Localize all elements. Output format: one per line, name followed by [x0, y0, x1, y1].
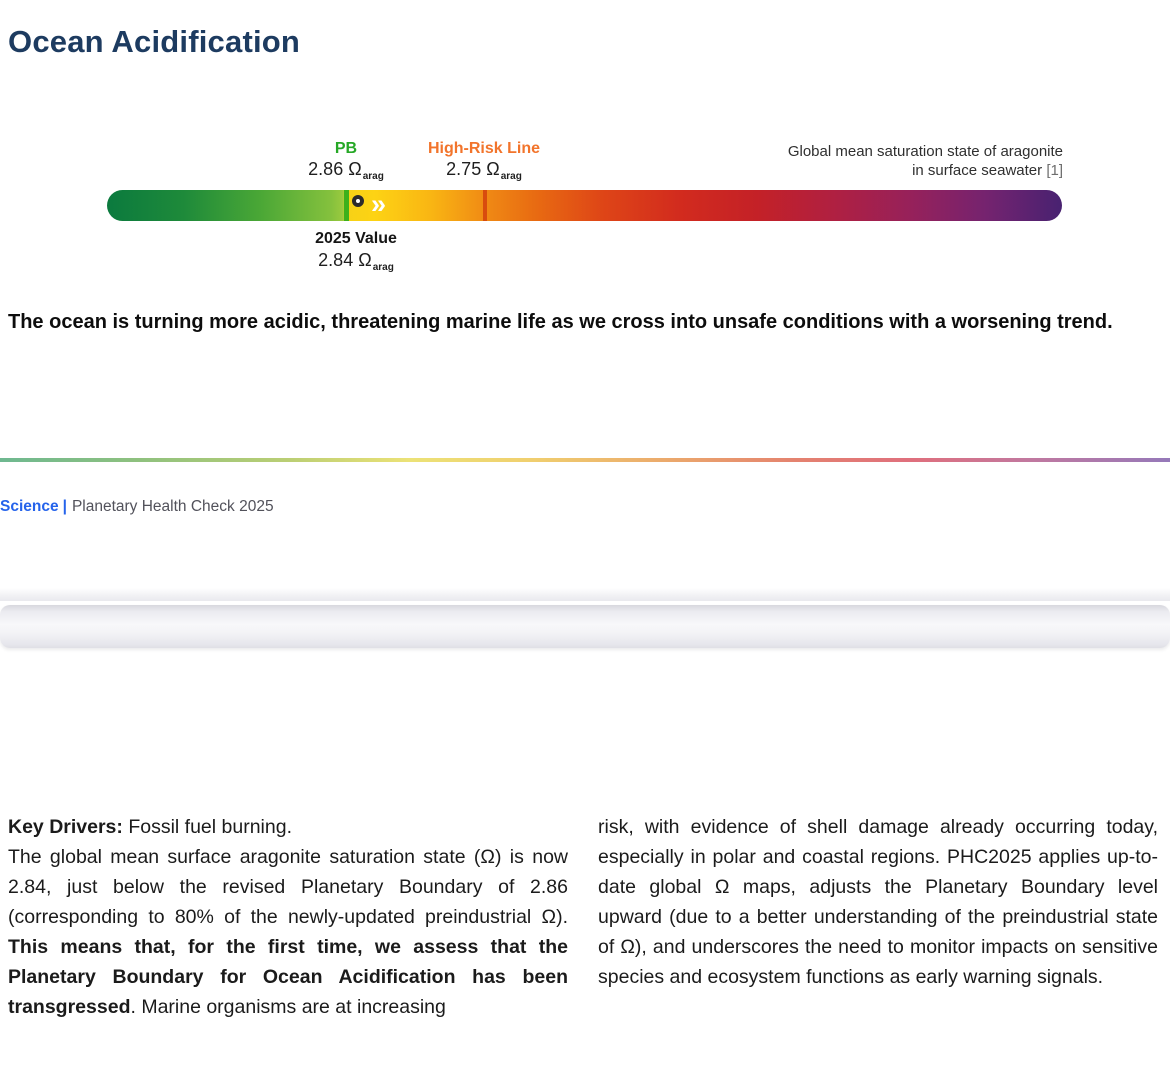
omega-symbol: Ω	[358, 250, 372, 270]
source-attribution	[0, 497, 274, 517]
summary-statement: The ocean is turning more acidic, threatening marine life as we cross into unsafe conditions with a worsening trend.	[8, 311, 1113, 333]
science-brand-logo[interactable]: Science	[0, 498, 59, 515]
pb-label: PB	[334, 140, 358, 157]
current-value-label: 2025 Value	[315, 230, 397, 247]
high-risk-label: High-Risk Line	[427, 140, 540, 157]
body-paragraph-left	[8, 842, 568, 1022]
body-paragraph-right: risk, with evidence of shell damage already occurring today, especially in polar and coastal regions. PHC2025 applies up-to-date global Ω maps, adjusts the Planetary Boundary level upward (due to a better understanding of the preindustrial state of Ω), and underscores the need to monitor impacts on sensitive species and ecosystem functions as early warning signals.	[598, 816, 1158, 988]
current-value-marker-icon	[352, 195, 364, 207]
section-divider-bar	[0, 605, 1170, 648]
high-risk-label-block	[384, 139, 584, 184]
source-text: Planetary Health Check 2025	[71, 498, 274, 515]
citation-reference[interactable]: [1]	[1046, 162, 1063, 179]
gauge-axis-label-line1: Global mean saturation state of aragonite	[787, 143, 1063, 160]
body-text-tail: . Marine organisms are at increasing	[130, 996, 446, 1018]
high-risk-tick-marker	[483, 190, 487, 221]
high-risk-value-number: 2.75	[446, 159, 482, 179]
body-text-columns	[8, 812, 1158, 1022]
current-value-block	[256, 229, 456, 275]
key-drivers-line	[8, 812, 568, 842]
omega-subscript: arag	[372, 262, 394, 273]
risk-gradient-bar	[107, 190, 1062, 221]
omega-subscript: arag	[362, 171, 384, 182]
high-risk-value	[384, 158, 584, 184]
omega-symbol: Ω	[348, 159, 362, 179]
key-drivers-label: Key Drivers:	[8, 816, 123, 838]
body-text-bold: This means that, for the first time, we assess that the Planetary Boundary for Ocean Acidification has been transgressed	[8, 936, 568, 1018]
pb-value-number: 2.86	[308, 159, 344, 179]
gauge-axis-label	[788, 142, 1063, 180]
gauge-axis-label-line2	[788, 161, 1063, 180]
source-separator: |	[62, 498, 67, 515]
body-text-regular: The global mean surface aragonite saturation state (Ω) is now 2.84, just below the revised Planetary Boundary of 2.86 (corresponding to 80% of the newly-updated preindustrial Ω).	[8, 846, 568, 928]
page-title: Ocean Acidification	[8, 24, 301, 59]
current-value	[256, 249, 456, 275]
body-column-left	[8, 812, 568, 1022]
rainbow-divider	[0, 458, 1170, 462]
key-drivers-text: Fossil fuel burning.	[122, 816, 292, 838]
gauge-axis-label-line2-text: in surface seawater	[912, 162, 1047, 179]
aragonite-gauge	[0, 0, 1170, 290]
omega-subscript: arag	[500, 171, 522, 182]
current-value-number: 2.84	[318, 250, 354, 270]
worsening-trend-chevron-icon: »	[371, 189, 385, 219]
pb-tick-marker	[344, 190, 349, 221]
omega-symbol: Ω	[486, 159, 500, 179]
body-column-right	[598, 812, 1158, 1022]
page-break-shadow	[0, 588, 1170, 601]
